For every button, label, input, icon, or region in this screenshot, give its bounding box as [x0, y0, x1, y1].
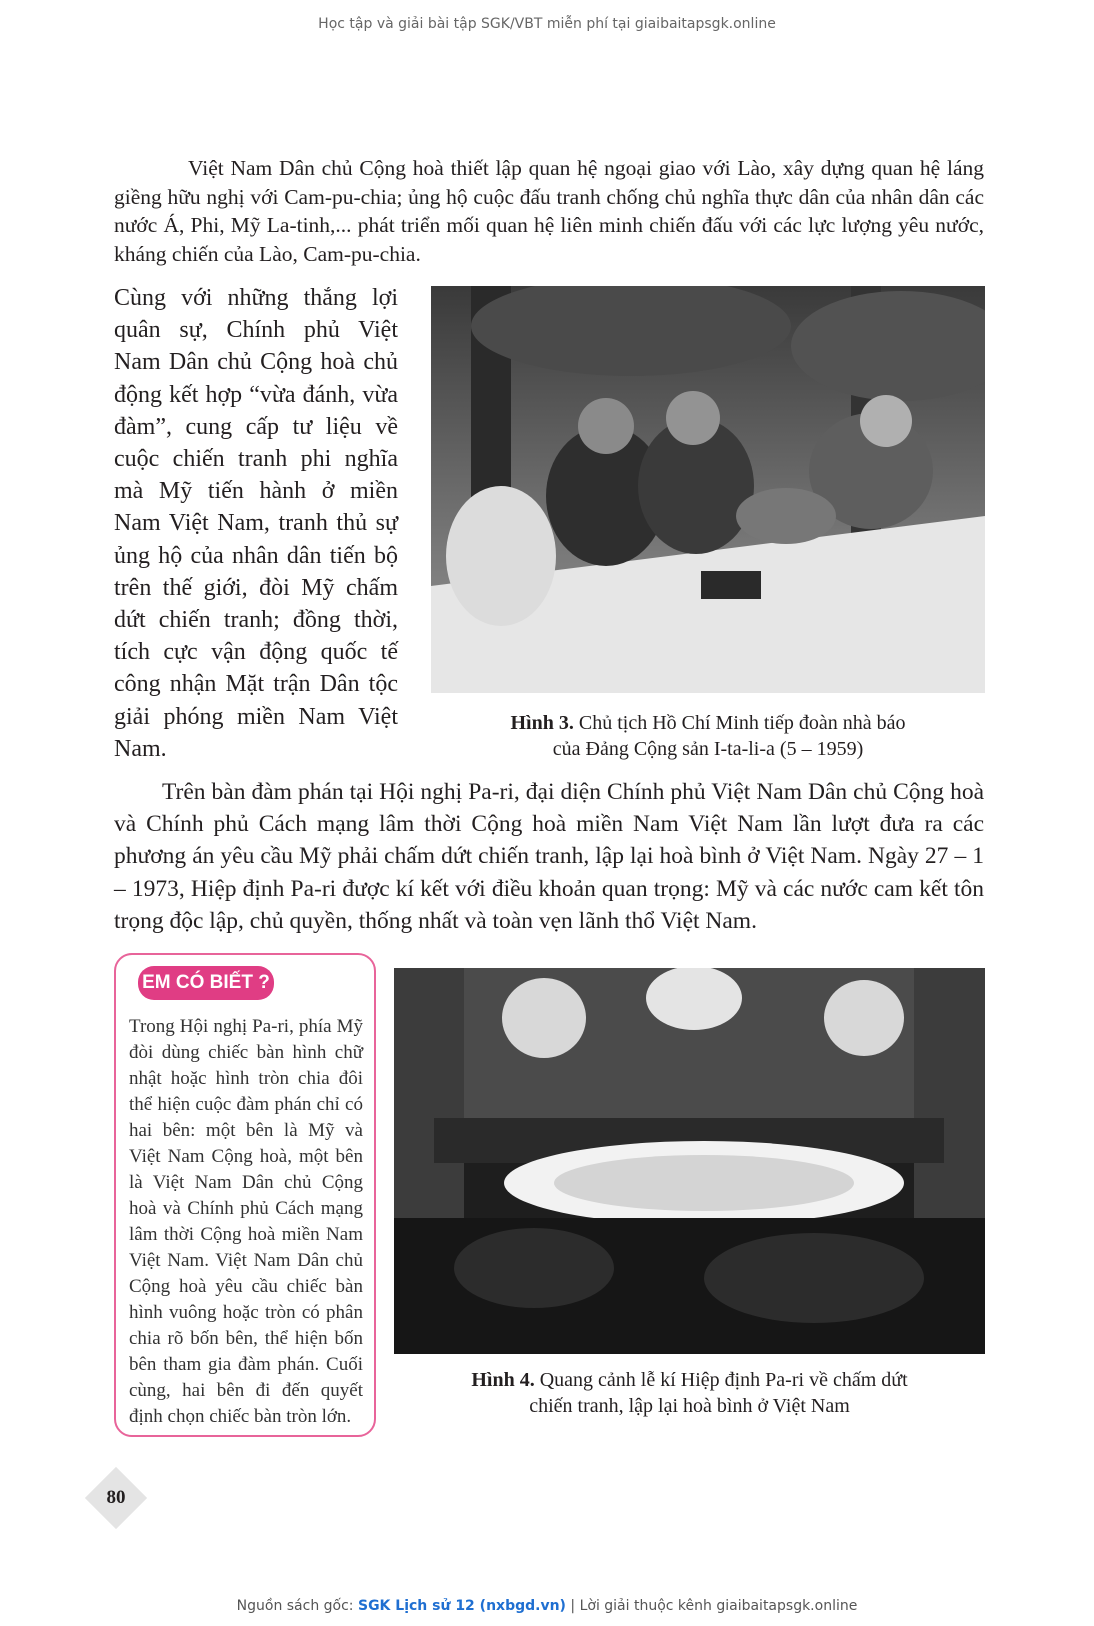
did-you-know-title: EM CÓ BIẾT ? [138, 966, 274, 1000]
figure3-caption [431, 710, 985, 762]
paragraph-diplomacy: Việt Nam Dân chủ Cộng hoà thiết lập quan hệ ngoại giao với Lào, xây dựng quan hệ láng giềng hữu nghị với Cam-pu-chia; ủng hộ cuộc đấu tranh chống chủ nghĩa thực dân của nhân dân các nước Á, Phi, Mỹ La-tinh,... phát triển mối quan hệ liên minh chiến đấu với các lực lượng yêu nước, kháng chiến của Lào, Cam-pu-chia. [114, 156, 984, 266]
footer-prefix: Nguồn sách gốc: [236, 1598, 354, 1614]
figure3-label: Hình 3. [510, 712, 574, 734]
figure4-label: Hình 4. [471, 1369, 535, 1391]
photo-ho-chi-minh-italian-journalists [431, 286, 985, 693]
footer-suffix: | Lời giải thuộc kênh giaibaitapsgk.online [570, 1598, 858, 1614]
did-you-know-text: Trong Hội nghị Pa-ri, phía Mỹ đòi dùng chiếc bàn hình chữ nhật hoặc hình tròn chia đôi thể hiện cuộc đàm phán chỉ có hai bên: một bên là Mỹ và Việt Nam Cộng hoà, một bên là Việt Nam Dân chủ Cộng hoà và Chính phủ Cách mạng lâm thời Cộng hoà miền Nam Việt Nam. Việt Nam Dân chủ Cộng hoà yêu cầu chiếc bàn hình vuông hoặc tròn có phân chia rõ bốn bên, thể hiện bốn bên tham gia đàm phán. Cuối cùng, hai bên đi đến quyết định chọn chiếc bàn tròn lớn. [129, 1016, 363, 1427]
figure4-caption-line2: chiến tranh, lập lại hoà bình ở Việt Nam [529, 1395, 850, 1417]
figure4-caption [394, 1367, 985, 1419]
page-header: Học tập và giải bài tập SGK/VBT miễn phí tại giaibaitapsgk.online [318, 16, 776, 32]
figure3-caption-line1: Chủ tịch Hồ Chí Minh tiếp đoàn nhà báo [578, 712, 906, 734]
figure3-caption-line2: của Đảng Cộng sản I-ta-li-a (5 – 1959) [552, 738, 864, 760]
paragraph-paris-conference: Trên bàn đàm phán tại Hội nghị Pa-ri, đại diện Chính phủ Việt Nam Dân chủ Cộng hoà và Chính phủ Cách mạng lâm thời Cộng hoà miền Nam Việt Nam lần lượt đưa ra các phương án yêu cầu Mỹ phải chấm dứt chiến tranh, lập lại hoà bình ở Việt Nam. Ngày 27 – 1 – 1973, Hiệp định Pa-ri được kí kết với điều khoản quan trọng: Mỹ và các nước cam kết tôn trọng độc lập, chủ quyền, thống nhất và toàn vẹn lãnh thổ Việt Nam. [114, 779, 984, 934]
figure4-caption-line1: Quang cảnh lễ kí Hiệp định Pa-ri về chấm dứt [539, 1369, 908, 1391]
photo-paris-accord-signing [394, 968, 985, 1354]
footer-source-link[interactable]: SGK Lịch sử 12 (nxbgd.vn) [357, 1598, 566, 1614]
paragraph-fight-and-negotiate: Cùng với những thắng lợi quân sự, Chính phủ Việt Nam Dân chủ Cộng hoà chủ động kết hợp “vừa đánh, vừa đàm”, cung cấp tư liệu về cuộc chiến tranh phi nghĩa mà Mỹ tiến hành ở miền Nam Việt Nam, tranh thủ sự ủng hộ của nhân dân tiến bộ trên thế giới, đòi Mỹ chấm dứt chiến tranh; đồng thời, tích cực vận động quốc tế công nhận Mặt trận Dân tộc giải phóng miền Nam Việt Nam. [114, 285, 398, 762]
page-number: 80 [106, 1487, 126, 1508]
page-footer [0, 1598, 1094, 1614]
